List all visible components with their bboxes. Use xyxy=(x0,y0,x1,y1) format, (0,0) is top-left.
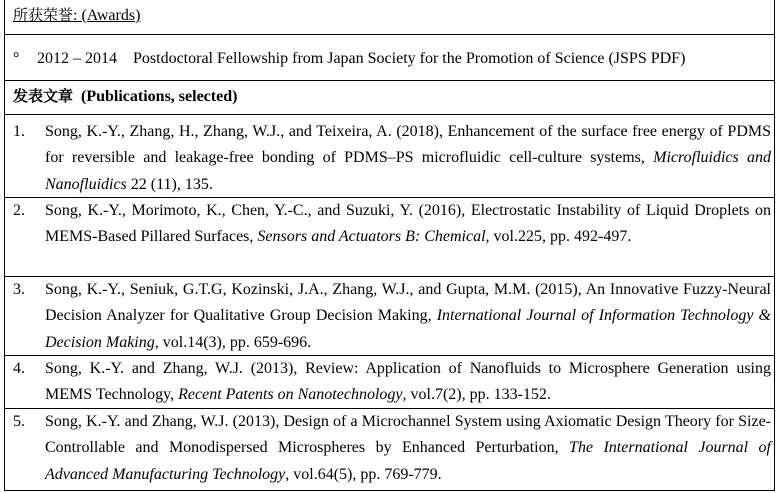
publication-item xyxy=(13,119,771,198)
publication-journal: The International Journal of Advanced Manufacturing Technology xyxy=(45,439,772,483)
publication-number: 4. xyxy=(13,360,25,377)
publication-number: 3. xyxy=(13,281,25,298)
publication-item xyxy=(13,356,771,409)
publication-number: 1. xyxy=(13,123,25,140)
publication-citation: Song, K.‐Y., Morimoto, K., Chen, Y.-C., and Suzuki, Y. (2016), Electrostatic Instability of Liquid Droplets on MEMS-Based Pillared Surfaces, xyxy=(45,202,771,246)
awards-heading-en: : (Awards) xyxy=(73,7,141,24)
row-divider xyxy=(5,114,774,115)
publication-citation: Song, K.‐Y., Zhang, H., Zhang, W.J., and Teixeira, A. (2018), Enhancement of the surface free energy of PDMS for reversible and leakage-free bonding of PDMS–PS microfluidic cell-culture systems, xyxy=(45,123,771,167)
awards-heading xyxy=(13,5,140,26)
publication-journal: International Journal of Information Technology & Decision Making xyxy=(45,307,771,351)
publication-item xyxy=(13,277,771,356)
publication-citation: Song, K.‐Y. and Zhang, W.J. (2013), Design of a Microchannel System using Axiomatic Design Theory for Size‐Controllable and Monodispersed Microspheres by Enhanced Perturbation, xyxy=(45,413,771,457)
publication-details: , vol.7(2), pp. 133-152. xyxy=(402,386,551,404)
publication-journal: Sensors and Actuators B: Chemical xyxy=(257,228,486,246)
publication-details: , vol.225, pp. 492-497. xyxy=(485,228,632,246)
publications-heading-zh: 发表文章 xyxy=(13,87,74,105)
publications-heading xyxy=(13,86,237,107)
publication-journal: Recent Patents on Nanotechnology xyxy=(178,386,403,404)
cv-section-table xyxy=(4,0,775,491)
award-text: Postdoctoral Fellowship from Japan Society for the Promotion of Science (JSPS PDF) xyxy=(133,50,686,67)
publication-citation: Song, K.‐Y., Seniuk, G.T.G, Kozinski, J.A., Zhang, W.J., and Gupta, M.M. (2015), An Innovative Fuzzy-Neural Decision Analyzer for Qualitative Group Decision Making, xyxy=(45,281,771,325)
publication-item xyxy=(13,198,771,251)
publication-details: 22 (11), 135. xyxy=(126,175,213,193)
award-years: 2012 – 2014 xyxy=(37,50,117,67)
bullet-icon: ° xyxy=(13,50,20,67)
row-divider xyxy=(5,34,774,35)
row-divider xyxy=(5,80,774,81)
publications-heading-en: (Publications, selected) xyxy=(81,88,238,105)
publication-citation: Song, K.‐Y. and Zhang, W.J. (2013), Review: Application of Nanofluids to Microsphere Generation using MEMS Technology, xyxy=(45,360,771,404)
publication-number: 5. xyxy=(13,413,25,430)
publication-details: , vol.64(5), pp. 769-779. xyxy=(285,465,442,483)
award-item xyxy=(13,48,685,70)
awards-heading-zh: 所获荣誉 xyxy=(13,6,74,24)
publication-journal: Microfluidics and Nanofluidics xyxy=(45,149,771,193)
publication-item xyxy=(13,409,771,488)
publication-number: 2. xyxy=(13,202,25,219)
publication-details: , vol.14(3), pp. 659-696. xyxy=(154,333,312,351)
